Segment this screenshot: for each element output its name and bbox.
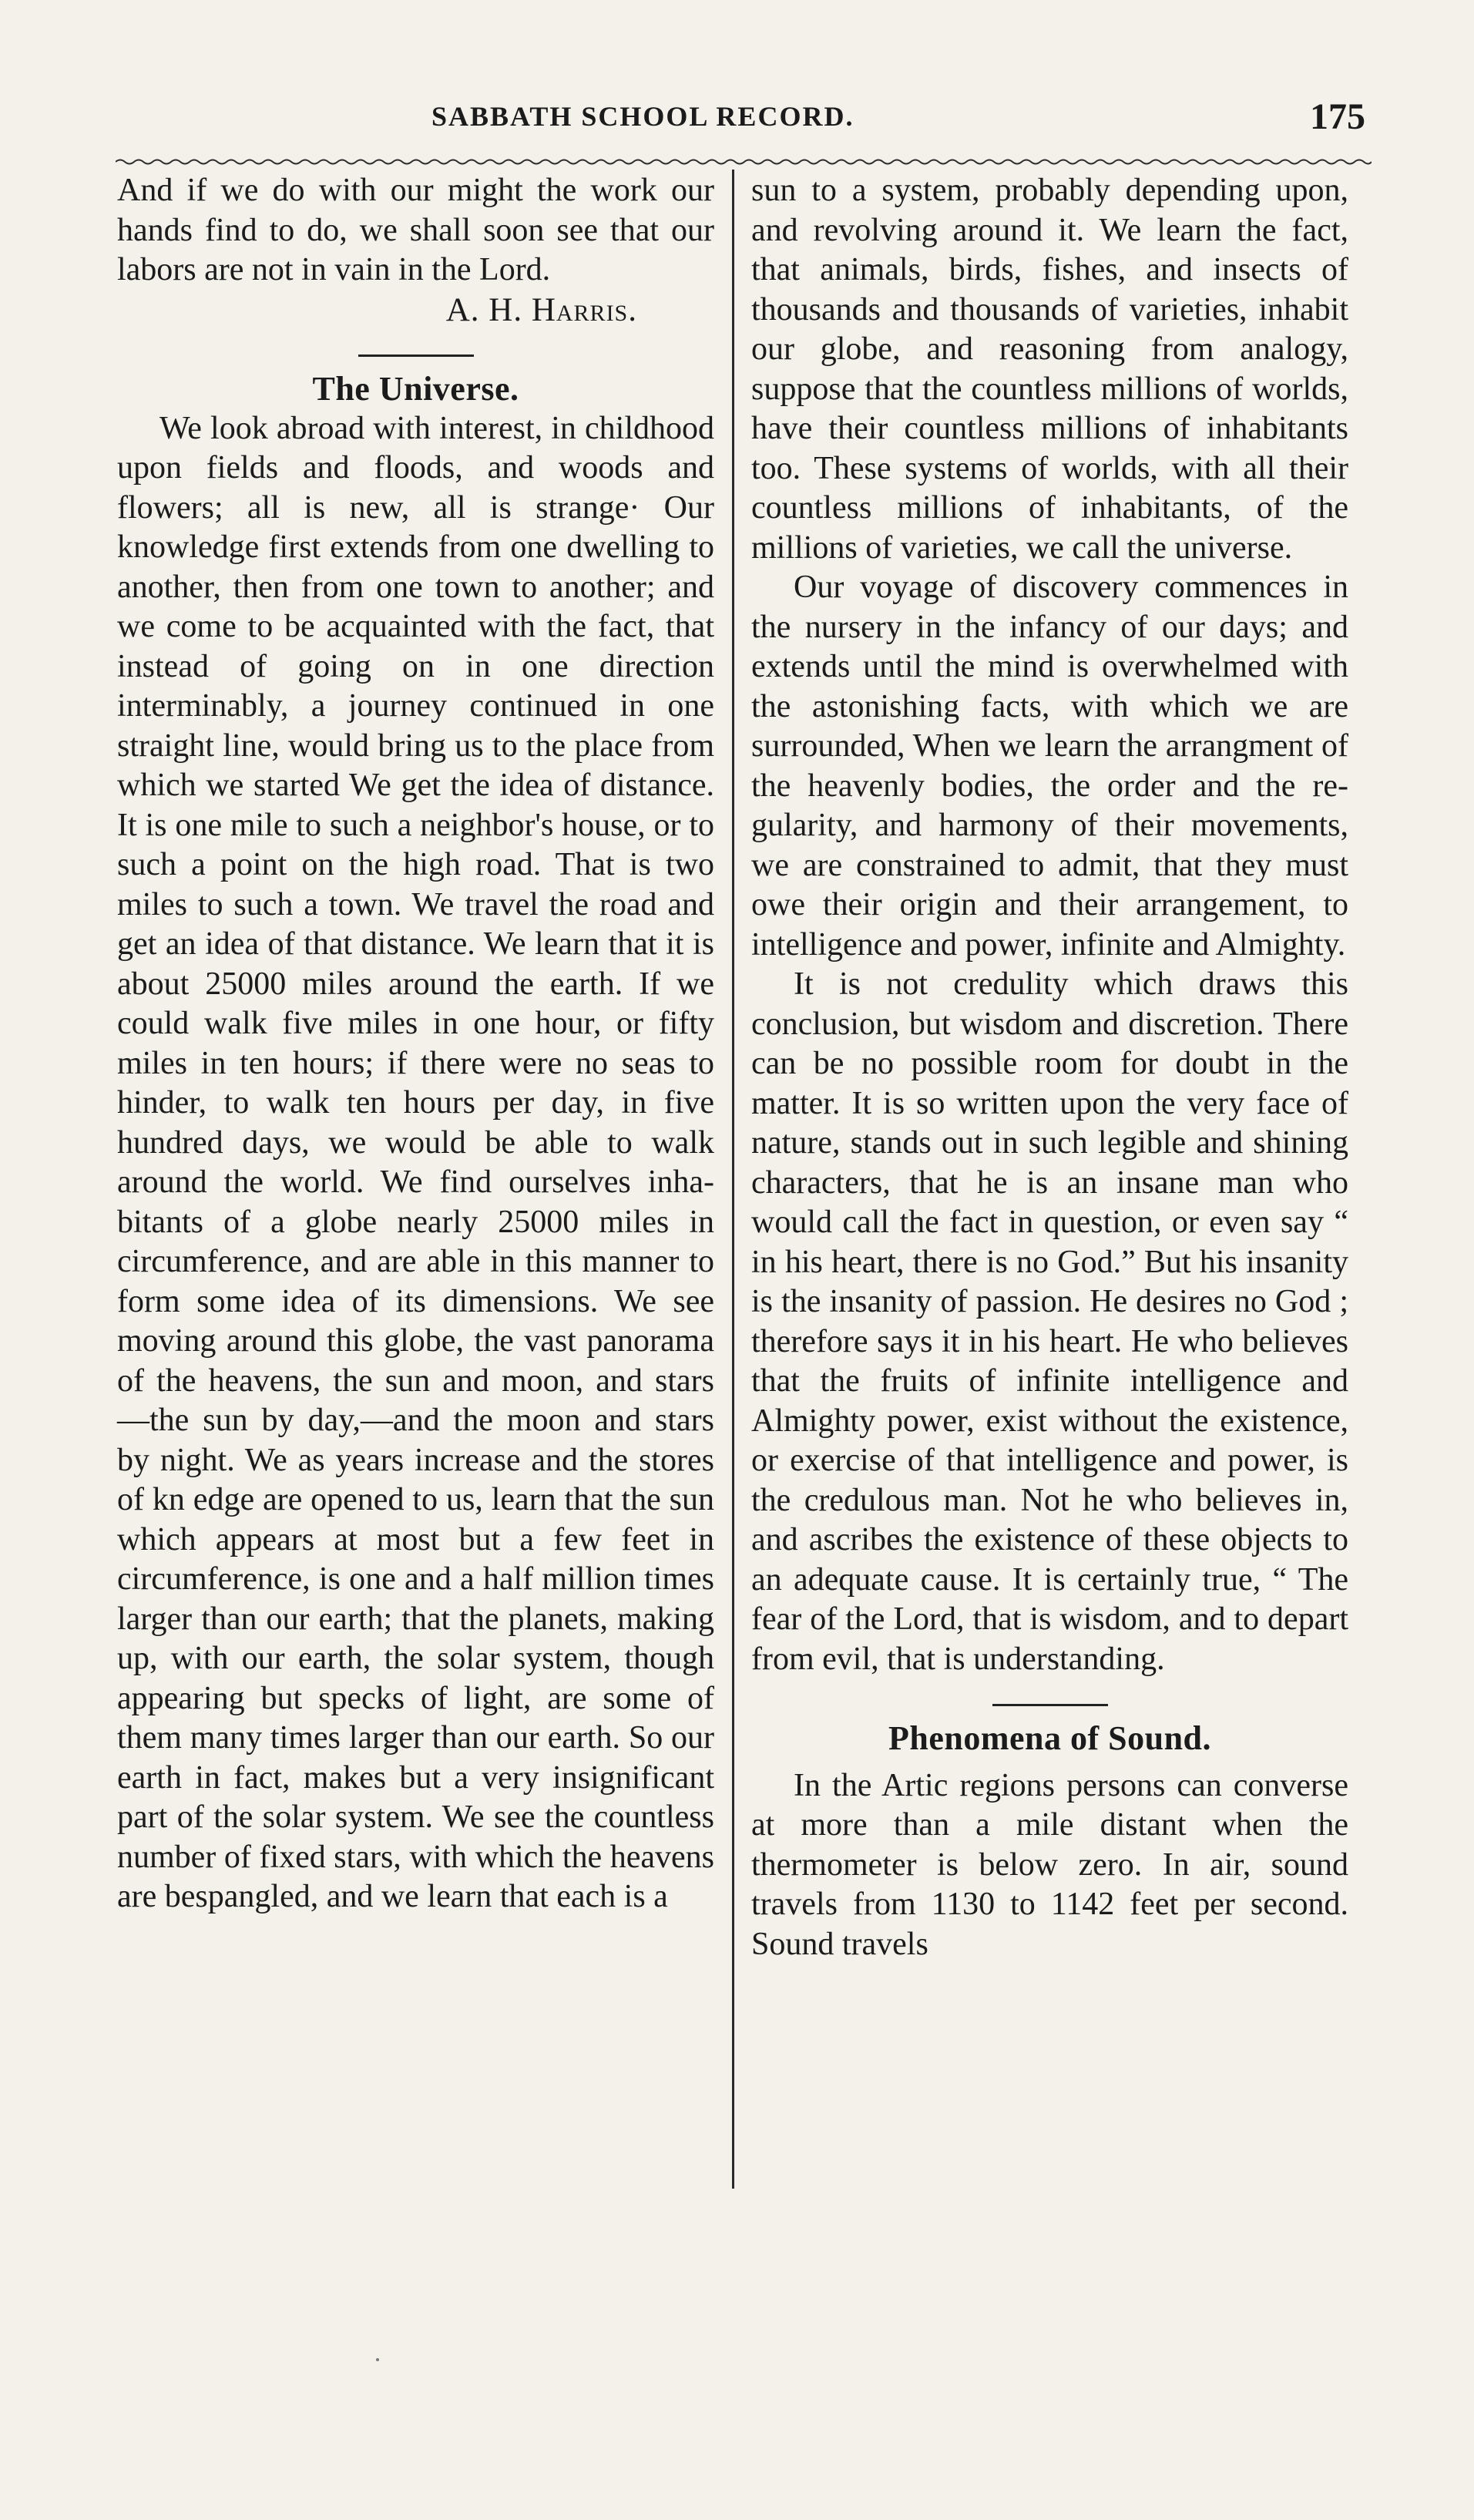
page-number: 175 [1310,96,1365,137]
left-column [117,171,714,1917]
ink-speck [376,2358,379,2361]
right-column [751,171,1348,1964]
section-title: Phenomena of Sound. [888,1719,1212,1757]
running-head [0,96,1474,154]
continuation-paragraph: sun to a system, probably depending upon, and revolving around it. We learn the fact, that animals, birds, fishes, and insects of thousands and thousands of varieties, inhabit our globe, and reasoning from analogy, suppose that the countless millions of worlds, have their countless millions of inhabitants too. These systems of worlds, with all their countless millions of inhabitants, of the millions of varieties, we call the universe. [751,173,1348,566]
section-paragraph: In the Artic regions persons can converse at more than a mile distant when the thermometer is below zero. In air, sound travels from 1130 to 1142 feet per second. Sound travels [751,1767,1348,1962]
article-paragraph-3: It is not credulity which draws this conclusion, but wisdom and discretion. There can be no possible room for doubt in the matter. It is so written upon the very face of nature, stands out in such legible and shining characters, that he is an insane man who would call the fact in question, or even say “ in his heart, there is no God.” But his insanity is the insanity of passion. He desires no God ; therefore says it in his heart. He who believes that the fruits of infinite intelligence and Almighty power, exist without the existence, or exercise of that intelligence and power, is the credulous man. Not he who believes in, and ascribes the existence of these objects to an adequate cause. It is certainly true, “ The fear of the Lord, that is wisdom, and to depart from evil, that is understanding. [751,966,1348,1677]
article-paragraph-2: Our voyage of discovery commences in the nursery in the infancy of our days; and extends until the mind is overwhelmed with the astonishing facts, with which we are surrounded, When we learn the arrangment of the heavenly bodies, the order and the regularity, and harmony of their movements, we are constrained to admit, that they must owe their origin and their arrangement, to intelligence and power, infinite and Almighty. [751,570,1348,963]
section-rule [358,354,474,357]
running-title: SABBATH SCHOOL RECORD. [431,101,855,132]
article-title: The Universe. [312,370,519,408]
section-rule-2 [992,1704,1108,1706]
author-signature: A. H. Harris. [445,291,637,328]
column-divider [732,170,734,2189]
article-paragraph: We look abroad with interest, in childhood upon fields and floods, and woods and flowers; all is new, all is strange· Our knowledge first extends from one dwelling to another, then from one town to another; and we come to be acquainted with the fact, that instead of going on in one direction interminably, a journey continued in one straight line, would bring us to the place from which we started We get the idea of distance. It is one mile to such a neighbor's house, or to such a point on the high road. That is two miles to such a town. We travel the road and get an idea of that distance. We learn that it is about 25000 miles around the earth. If we could walk five miles in one hour, or fifty miles in ten hours; if there were no seas to hinder, to walk ten hours per day, in five hundred days, we would be able to walk around the world. We find ourselves inhabitants of a globe nearly 25000 miles in circumference, and are able in this manner to form some idea of its dimensions. We see moving around this globe, the vast panorama of the heavens, the sun and moon, and stars —the sun by day,—and the moon and stars by night. We as years increase and the stores of kn edge are opened to us, learn that the sun which appears at most but a few feet in circumference, is one and a half million times larger than our earth; that the planets, making up, with our earth, the solar system, though appearing but specks of light, are some of them many times larger than our earth. So our earth in fact, makes but a very insignificant part of the solar system. We see the countless number of fixed stars, with which the heavens are bespangled, and we learn that each is a [117,410,714,1914]
intro-paragraph: And if we do with our might the work our hands find to do, we shall soon see that our labors are not in vain in the Lord. [117,173,714,287]
wavy-header-rule [116,158,1372,166]
